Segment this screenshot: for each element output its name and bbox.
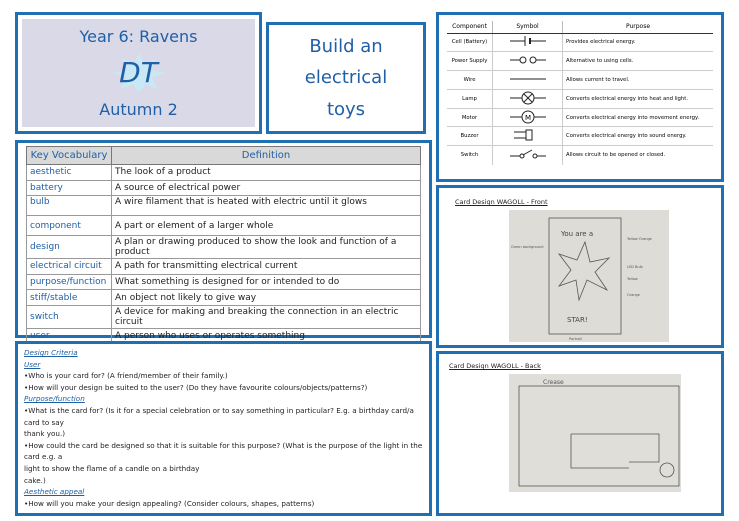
- criteria-line: •How will you make your design appealing? (Consider colours, shapes, patterns): [24, 498, 315, 508]
- vocabulary-table: [26, 146, 421, 345]
- topic-line-2: electrical: [304, 67, 388, 89]
- sketch-text-crease: Crease: [543, 379, 564, 386]
- vocab-term: purpose/function: [27, 274, 112, 290]
- title-panel: [15, 12, 262, 134]
- component-purpose: Converts electrical energy into heat and light.: [563, 89, 713, 108]
- vocabulary-header-row: [27, 147, 421, 165]
- criteria-line: •How will your design be suited to the user? (Do they have favourite colours/objects/patterns?): [24, 382, 368, 392]
- card-back-caption: Card Design WAGOLL - Back: [449, 362, 541, 370]
- subject-badge: [109, 51, 169, 95]
- component-name: Cell (Battery): [447, 33, 493, 52]
- cell-symbol-icon: [508, 35, 548, 47]
- vocab-term: design: [27, 236, 112, 259]
- header-component: Component: [447, 21, 493, 33]
- sketch-label-yellow-orange: Yellow Orange: [627, 237, 652, 241]
- table-row: [447, 33, 713, 52]
- table-row: [447, 89, 713, 108]
- component-name: Wire: [447, 71, 493, 90]
- buzzer-symbol-cell: [493, 127, 563, 146]
- vocab-definition: A device for making and breaking the connection in an electric circuit: [112, 305, 421, 328]
- photo-background: [509, 374, 681, 492]
- card-front-sketch: [509, 210, 669, 342]
- design-criteria-panel: [15, 341, 432, 516]
- wire-symbol-icon: [508, 73, 548, 85]
- table-row: [27, 305, 421, 328]
- user-heading: User: [24, 359, 41, 369]
- switch-symbol-cell: [493, 146, 563, 165]
- header-symbol: Symbol: [493, 21, 563, 33]
- vocabulary-panel: [15, 140, 432, 342]
- vocab-term: user: [27, 328, 112, 344]
- topic-line-3: toys: [326, 98, 366, 120]
- component-purpose: Converts electrical energy into sound energy.: [563, 127, 713, 146]
- card-front-panel: [436, 185, 724, 348]
- table-row: [447, 52, 713, 71]
- vocab-term: switch: [27, 305, 112, 328]
- sketch-label-green-background: Green background: [511, 245, 544, 249]
- vocab-definition: What something is designed for or intended to do: [112, 274, 421, 290]
- vocab-term: battery: [27, 180, 112, 196]
- components-panel: [436, 12, 724, 182]
- component-purpose: Converts electrical energy into movement energy.: [563, 108, 713, 127]
- sketch-label-orange: Orange: [627, 293, 640, 297]
- title-card: [22, 19, 255, 127]
- component-name: Lamp: [447, 89, 493, 108]
- topic-line-1: Build an: [309, 36, 383, 58]
- aesthetic-heading: Aesthetic appeal: [24, 487, 85, 497]
- table-row: [27, 216, 421, 236]
- table-row: [27, 165, 421, 181]
- component-purpose: Provides electrical energy.: [563, 33, 713, 52]
- svg-text:M: M: [524, 113, 531, 122]
- sketch-text-star: STAR!: [567, 316, 588, 324]
- criteria-line: cake.): [24, 475, 46, 485]
- vocab-term: stiff/stable: [27, 290, 112, 306]
- vocab-definition: A wire filament that is heated with electric until it glows: [112, 196, 421, 216]
- sketch-label-yellow: Yellow: [627, 277, 638, 281]
- criteria-line: •What is the card for? (Is it for a special celebration or to say something in particular? E.g. a birthday card/a card to say: [24, 405, 414, 427]
- vocab-definition: A path for transmitting electrical current: [112, 259, 421, 275]
- table-row: [27, 274, 421, 290]
- table-row: [27, 196, 421, 216]
- vocab-definition: A part or element of a larger whole: [112, 216, 421, 236]
- component-purpose: Allows current to travel.: [563, 71, 713, 90]
- power-supply-symbol-icon: [508, 54, 548, 66]
- vocab-definition: An object not likely to give way: [112, 290, 421, 306]
- lamp-symbol-icon: [508, 91, 548, 105]
- vocab-definition: A plan or drawing produced to show the look and function of a product: [112, 236, 421, 259]
- cell-symbol-cell: [493, 33, 563, 52]
- year-group-title: Year 6: Ravens: [79, 27, 198, 47]
- table-row: [27, 259, 421, 275]
- wire-symbol-cell: [493, 71, 563, 90]
- vocab-term: aesthetic: [27, 165, 112, 181]
- vocab-term: component: [27, 216, 112, 236]
- criteria-line: •How could the card be designed so that it is suitable for this purpose? (What is the purpose of the light in the card e.g. a: [24, 440, 423, 462]
- sketch-label-led-bulb: LED Bulb: [627, 265, 643, 269]
- buzzer-symbol-icon: [508, 128, 548, 142]
- component-purpose: Allows circuit to be opened or closed.: [563, 146, 713, 165]
- components-table: [447, 21, 713, 165]
- table-row: [27, 180, 421, 196]
- table-row: [447, 71, 713, 90]
- criteria-line: •Who is your card for? (A friend/member of their family.): [24, 371, 228, 381]
- component-name: Motor: [447, 108, 493, 127]
- power-supply-symbol-cell: [493, 52, 563, 71]
- table-row: [27, 290, 421, 306]
- header-purpose: Purpose: [563, 21, 713, 33]
- header-key-vocabulary: Key Vocabulary: [27, 147, 112, 165]
- vocab-term: bulb: [27, 196, 112, 216]
- card-back-sketch: [509, 374, 681, 492]
- component-name: Power Supply: [447, 52, 493, 71]
- switch-symbol-icon: [508, 148, 548, 160]
- motor-symbol-icon: [508, 110, 548, 124]
- vocab-definition: A source of electrical power: [112, 180, 421, 196]
- sketch-text-you-are-a: You are a: [561, 230, 594, 238]
- component-name: Buzzer: [447, 127, 493, 146]
- lamp-symbol-cell: [493, 89, 563, 108]
- subject-title: DT: [119, 56, 158, 90]
- table-row: [447, 108, 713, 127]
- motor-symbol-cell: [493, 108, 563, 127]
- criteria-line: light to show the flame of a candle on a birthday: [24, 463, 200, 473]
- component-name: Switch: [447, 146, 493, 165]
- topic-panel: [266, 22, 426, 134]
- term-title: Autumn 2: [99, 99, 178, 119]
- criteria-line: thank you.): [24, 429, 66, 439]
- sketch-label-portrait: Portrait: [569, 337, 582, 341]
- vocab-term: electrical circuit: [27, 259, 112, 275]
- table-row: [447, 146, 713, 165]
- vocab-definition: A person who uses or operates something: [112, 328, 421, 344]
- purpose-heading: Purpose/function: [24, 394, 85, 404]
- design-criteria-heading: Design Criteria: [24, 348, 78, 357]
- vocab-definition: The look of a product: [112, 165, 421, 181]
- table-row: [447, 127, 713, 146]
- card-back-panel: [436, 351, 724, 516]
- card-front-caption: Card Design WAGOLL - Front: [455, 198, 548, 206]
- component-purpose: Alternative to using cells.: [563, 52, 713, 71]
- components-header-row: [447, 21, 713, 33]
- header-definition: Definition: [112, 147, 421, 165]
- table-row: [27, 236, 421, 259]
